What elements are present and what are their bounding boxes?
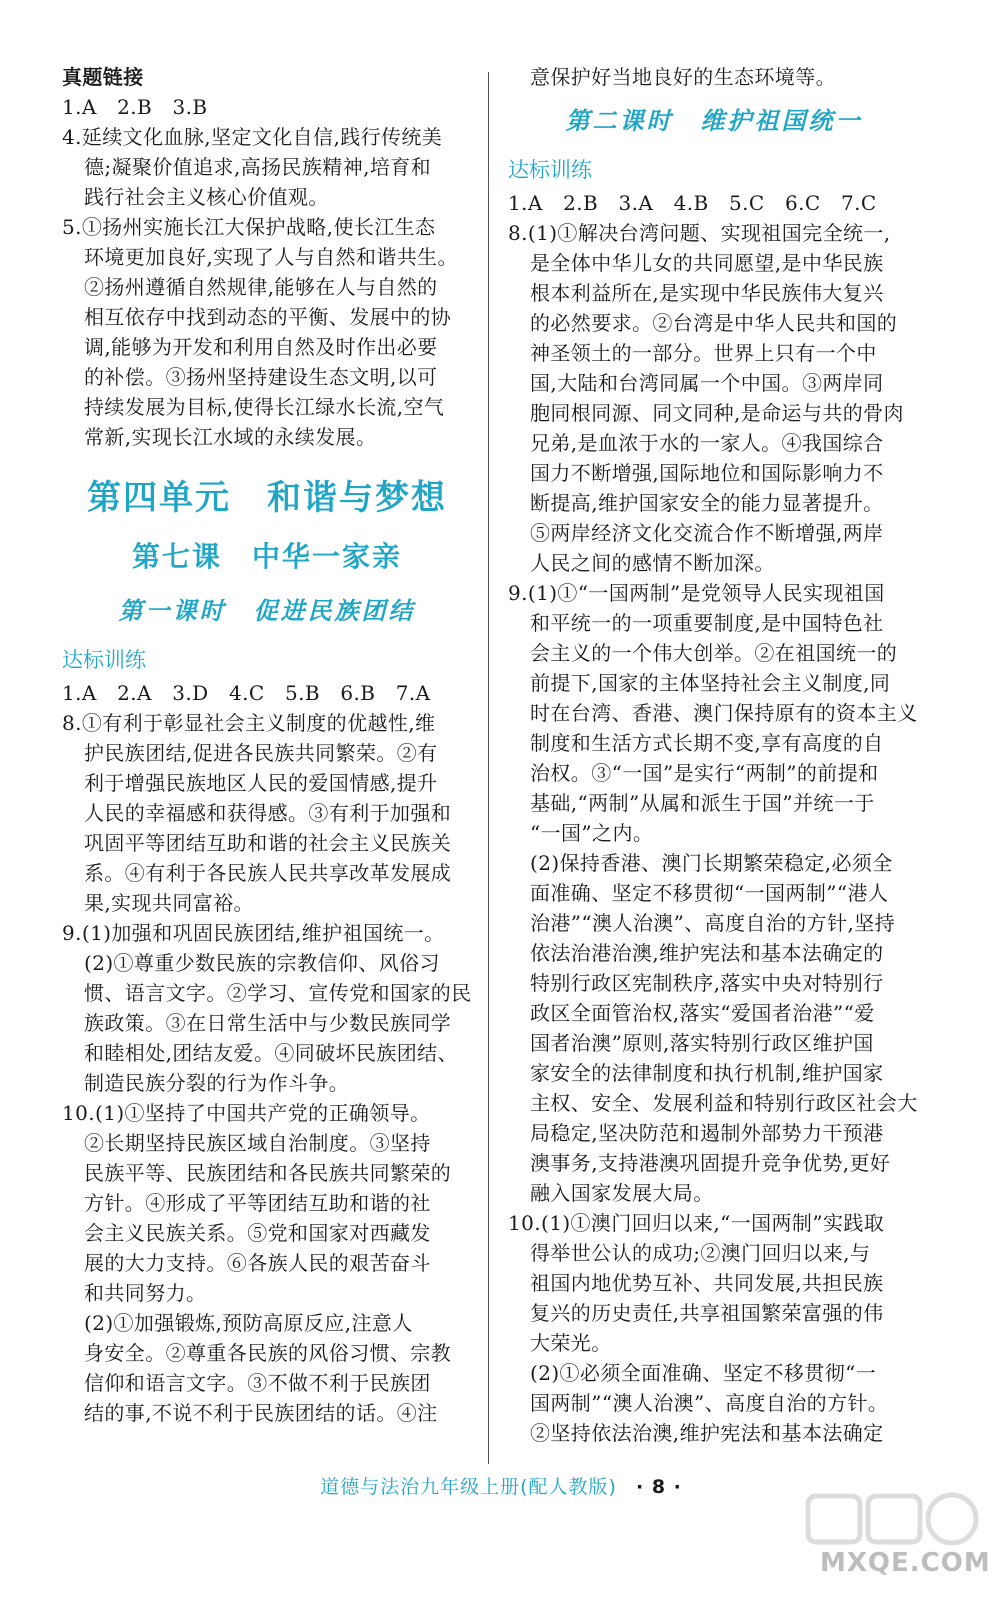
answer-line: 局稳定,坚决防范和遏制外部势力干预港 bbox=[530, 1121, 884, 1145]
section-label-dabiao-1: 达标训练 bbox=[62, 648, 146, 672]
answer-line: 方针。④形成了平等团结互助和谐的社 bbox=[84, 1191, 431, 1215]
answer-line: 断提高,维护国家安全的能力显著提升。 bbox=[530, 491, 884, 515]
answer-line: 基础,“两制”从属和派生于国”并统一于 bbox=[530, 791, 875, 815]
answer-line: ②坚持依法治澳,维护宪法和基本法确定 bbox=[530, 1421, 884, 1445]
answer-line: 4.延续文化血脉,坚定文化自信,践行传统美 bbox=[62, 125, 443, 149]
continued-line: 意保护好当地良好的生态环境等。 bbox=[530, 65, 836, 89]
answer-line: 9.(1)加强和巩固民族团结,维护祖国统一。 bbox=[62, 921, 445, 945]
section-heading-zhenti: 真题链接 bbox=[62, 65, 144, 89]
answer-line: 身安全。②尊重各民族的风俗习惯、宗教 bbox=[84, 1341, 452, 1365]
lesson-title: 第七课 中华一家亲 bbox=[131, 540, 402, 573]
answer-line: 8.①有利于彰显社会主义制度的优越性,维 bbox=[62, 711, 436, 735]
answer-line: (2)①加强锻炼,预防高原反应,注意人 bbox=[84, 1311, 413, 1335]
answer-line: 民族平等、民族团结和各民族共同繁荣的 bbox=[84, 1161, 452, 1185]
answer-line: 治港”“澳人治澳”、高度自治的方针,坚持 bbox=[530, 911, 896, 935]
answer-line: 特别行政区宪制秩序,落实中央对特别行 bbox=[530, 971, 884, 995]
answer-line: 和平统一的一项重要制度,是中国特色社 bbox=[530, 611, 884, 635]
answer-line: 惯、语言文字。②学习、宣传党和国家的民 bbox=[84, 981, 472, 1005]
answer-line: 治权。③“一国”是实行“两制”的前提和 bbox=[530, 761, 879, 785]
answer-line: (2)①必须全面准确、坚定不移贯彻“一 bbox=[530, 1361, 877, 1385]
column-divider bbox=[488, 72, 489, 1464]
answer-line: 践行社会主义核心价值观。 bbox=[84, 185, 329, 209]
answer-line: 果,实现共同富裕。 bbox=[84, 891, 254, 915]
page-number: · 8 · bbox=[635, 1476, 682, 1498]
answer-line: 9.(1)①“一国两制”是党领导人民实现祖国 bbox=[508, 581, 885, 605]
answer-line: 1.A 2.B 3.A 4.B 5.C 6.C 7.C bbox=[508, 191, 877, 215]
left-answer-block-b bbox=[62, 678, 472, 1428]
answer-line: 国者治澳”原则,落实特别行政区维护国 bbox=[530, 1031, 874, 1055]
answer-line: 结的事,不说不利于民族团结的话。④注 bbox=[84, 1401, 438, 1425]
answer-line: ②扬州遵循自然规律,能够在人与自然的 bbox=[84, 275, 438, 299]
answer-line: 神圣领土的一部分。世界上只有一个中 bbox=[530, 341, 877, 365]
section-label-dabiao-2: 达标训练 bbox=[508, 158, 592, 182]
answer-line: 会主义民族关系。⑤党和国家对西藏发 bbox=[84, 1221, 431, 1245]
answer-line: 澳事务,支持港澳巩固提升竞争优势,更好 bbox=[530, 1151, 891, 1175]
answer-line: 祖国内地优势互补、共同发展,共担民族 bbox=[530, 1271, 884, 1295]
answer-line: 家安全的法律制度和执行机制,维护国家 bbox=[530, 1061, 884, 1085]
answer-line: 德;凝聚价值追求,高扬民族精神,培育和 bbox=[84, 155, 432, 179]
answer-line: 人民之间的感情不断加深。 bbox=[530, 551, 775, 575]
answer-line: 胞同根同源、同文同种,是命运与共的骨肉 bbox=[530, 401, 904, 425]
answer-line: 环境更加良好,实现了人与自然和谐共生。 bbox=[84, 245, 458, 269]
right-column bbox=[508, 62, 920, 1448]
answer-line: 的必然要求。②台湾是中华人民共和国的 bbox=[530, 311, 898, 335]
answer-line: 持续发展为目标,使得长江绿水长流,空气 bbox=[84, 395, 445, 419]
answer-line: 族政策。③在日常生活中与少数民族同学 bbox=[84, 1011, 452, 1035]
answer-line: 前提下,国家的主体坚持社会主义制度,同 bbox=[530, 671, 891, 695]
period-title-1: 第一课时 促进民族团结 bbox=[118, 596, 416, 625]
answer-line: 会主义的一个伟大创举。②在祖国统一的 bbox=[530, 641, 898, 665]
answer-line: 护民族团结,促进各民族共同繁荣。②有 bbox=[84, 741, 438, 765]
answer-line: 10.(1)①坚持了中国共产党的正确领导。 bbox=[62, 1101, 431, 1125]
answer-line: 巩固平等团结互助和谐的社会主义民族关 bbox=[84, 831, 452, 855]
answer-line: 10.(1)①澳门回归以来,“一国两制”实践取 bbox=[508, 1211, 885, 1235]
answer-line: 兄弟,是血浓于水的一家人。④我国综合 bbox=[530, 431, 884, 455]
answer-line: 政区全面管治权,落实“爱国者治港”“爱 bbox=[530, 1001, 875, 1025]
answer-line: 是全体中华儿女的共同愿望,是中华民族 bbox=[530, 251, 884, 275]
right-answer-block bbox=[508, 188, 920, 1448]
answer-line: 人民的幸福感和获得感。③有利于加强和 bbox=[84, 801, 452, 825]
watermark-text: MXQE.COM bbox=[820, 1548, 991, 1578]
answer-line: 国两制”“澳人治澳”、高度自治的方针。 bbox=[530, 1391, 889, 1415]
answer-line: 面准确、坚定不移贯彻“一国两制”“港人 bbox=[530, 881, 889, 905]
answer-line: (2)①尊重少数民族的宗教信仰、风俗习 bbox=[84, 951, 440, 975]
answer-line: 1.A 2.A 3.D 4.C 5.B 6.B 7.A bbox=[62, 681, 431, 705]
answer-line: 信仰和语言文字。③不做不利于民族团 bbox=[84, 1371, 431, 1395]
period-title-2: 第二课时 维护祖国统一 bbox=[565, 106, 863, 135]
answer-line: 制造民族分裂的行为作斗争。 bbox=[84, 1071, 350, 1095]
answer-line: 依法治港治澳,维护宪法和基本法确定的 bbox=[530, 941, 884, 965]
answer-line: “一国”之内。 bbox=[530, 821, 654, 845]
answer-line: 8.(1)①解决台湾问题、实现祖国完全统一, bbox=[508, 221, 891, 245]
answer-line: 根本利益所在,是实现中华民族伟大复兴 bbox=[530, 281, 884, 305]
answer-line: 得举世公认的成功;②澳门回归以来,与 bbox=[530, 1241, 871, 1265]
answer-line: 的补偿。③扬州坚持建设生态文明,以可 bbox=[84, 365, 438, 389]
answer-line: 和睦相处,团结友爱。④同破坏民族团结、 bbox=[84, 1041, 458, 1065]
left-answer-block-a bbox=[62, 92, 472, 452]
answer-line: 融入国家发展大局。 bbox=[530, 1181, 714, 1205]
footer-book-title: 道德与法治九年级上册(配人教版) bbox=[320, 1476, 617, 1498]
answer-line: 利于增强民族地区人民的爱国情感,提升 bbox=[84, 771, 438, 795]
answer-line: 主权、安全、发展利益和特别行政区社会大 bbox=[530, 1091, 918, 1115]
answer-line: 大荣光。 bbox=[530, 1331, 612, 1355]
answer-line: 时在台湾、香港、澳门保持原有的资本主义 bbox=[530, 701, 918, 725]
answer-line: 国,大陆和台湾同属一个中国。③两岸同 bbox=[530, 371, 884, 395]
answer-line: 复兴的历史责任,共享祖国繁荣富强的伟 bbox=[530, 1301, 884, 1325]
answer-line: ②长期坚持民族区域自治制度。③坚持 bbox=[84, 1131, 431, 1155]
answer-line: 国力不断增强,国际地位和国际影响力不 bbox=[530, 461, 884, 485]
answer-line: 常新,实现长江水域的永续发展。 bbox=[84, 425, 377, 449]
answer-line: 和共同努力。 bbox=[84, 1281, 207, 1305]
answer-line: 系。④有利于各民族人民共享改革发展成 bbox=[84, 861, 452, 885]
answer-line: 制度和生活方式长期不变,享有高度的自 bbox=[530, 731, 884, 755]
answer-line: 相互依存中找到动态的平衡、发展中的协 bbox=[84, 305, 452, 329]
answer-line: 1.A 2.B 3.B bbox=[62, 95, 208, 119]
answer-line: 5.①扬州实施长江大保护战略,使长江生态 bbox=[62, 215, 436, 239]
unit-title: 第四单元 和谐与梦想 bbox=[87, 478, 447, 518]
answer-line: 调,能够为开发和利用自然及时作出必要 bbox=[84, 335, 438, 359]
answer-line: (2)保持香港、澳门长期繁荣稳定,必须全 bbox=[530, 851, 893, 875]
answer-line: ⑤两岸经济文化交流合作不断增强,两岸 bbox=[530, 521, 884, 545]
left-column bbox=[62, 62, 472, 1428]
answer-line: 展的大力支持。⑥各族人民的艰苦奋斗 bbox=[84, 1251, 431, 1275]
